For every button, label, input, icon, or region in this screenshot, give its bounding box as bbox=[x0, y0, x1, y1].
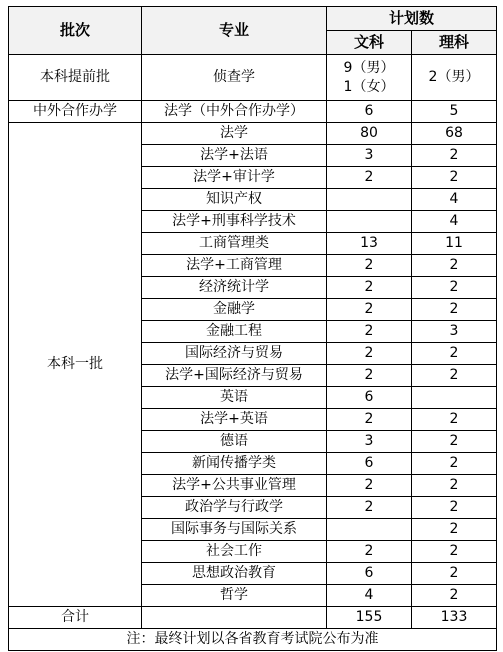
arts-cell: 2 bbox=[327, 299, 412, 321]
science-cell: 2 bbox=[412, 409, 497, 431]
arts-cell: 2 bbox=[327, 167, 412, 189]
arts-cell: 2 bbox=[327, 343, 412, 365]
major-cell: 法学 bbox=[142, 123, 327, 145]
major-cell: 国际事务与国际关系 bbox=[142, 519, 327, 541]
early-batch-arts bbox=[327, 55, 412, 101]
science-cell: 2 bbox=[412, 563, 497, 585]
science-cell: 2 bbox=[412, 167, 497, 189]
major-cell: 英语 bbox=[142, 387, 327, 409]
header-major: 专业 bbox=[142, 7, 327, 55]
early-batch-label: 本科提前批 bbox=[9, 55, 142, 101]
early-batch-science: 2（男） bbox=[412, 55, 497, 101]
header-arts: 文科 bbox=[327, 31, 412, 55]
science-cell: 2 bbox=[412, 585, 497, 607]
total-arts: 155 bbox=[327, 607, 412, 629]
coop-batch-major: 法学（中外合作办学） bbox=[142, 101, 327, 123]
major-cell: 德语 bbox=[142, 431, 327, 453]
first-batch-label: 本科一批 bbox=[9, 123, 142, 607]
arts-cell: 2 bbox=[327, 321, 412, 343]
major-cell: 法学+英语 bbox=[142, 409, 327, 431]
arts-cell: 6 bbox=[327, 387, 412, 409]
arts-cell bbox=[327, 211, 412, 233]
major-cell: 新闻传播学类 bbox=[142, 453, 327, 475]
total-major-empty bbox=[142, 607, 327, 629]
major-cell: 法学+国际经济与贸易 bbox=[142, 365, 327, 387]
major-cell: 法学+工商管理 bbox=[142, 255, 327, 277]
major-cell: 知识产权 bbox=[142, 189, 327, 211]
science-cell: 11 bbox=[412, 233, 497, 255]
major-cell: 哲学 bbox=[142, 585, 327, 607]
major-cell: 政治学与行政学 bbox=[142, 497, 327, 519]
science-cell: 4 bbox=[412, 189, 497, 211]
science-cell bbox=[412, 387, 497, 409]
coop-batch-arts: 6 bbox=[327, 101, 412, 123]
science-cell: 2 bbox=[412, 519, 497, 541]
major-cell: 社会工作 bbox=[142, 541, 327, 563]
total-science: 133 bbox=[412, 607, 497, 629]
science-cell: 2 bbox=[412, 299, 497, 321]
arts-cell bbox=[327, 519, 412, 541]
arts-cell: 6 bbox=[327, 563, 412, 585]
arts-cell: 2 bbox=[327, 541, 412, 563]
header-plan: 计划数 bbox=[327, 7, 497, 31]
arts-cell: 2 bbox=[327, 409, 412, 431]
arts-cell: 2 bbox=[327, 255, 412, 277]
major-cell: 工商管理类 bbox=[142, 233, 327, 255]
arts-cell: 6 bbox=[327, 453, 412, 475]
arts-cell bbox=[327, 189, 412, 211]
table-row bbox=[9, 123, 497, 145]
science-cell: 2 bbox=[412, 497, 497, 519]
coop-batch-science: 5 bbox=[412, 101, 497, 123]
enrollment-plan-table bbox=[8, 6, 497, 651]
arts-cell: 3 bbox=[327, 431, 412, 453]
footnote: 注：最终计划以各省教育考试院公布为准 bbox=[9, 629, 497, 651]
major-cell: 法学+刑事科学技术 bbox=[142, 211, 327, 233]
arts-cell: 3 bbox=[327, 145, 412, 167]
major-cell: 金融学 bbox=[142, 299, 327, 321]
major-cell: 经济统计学 bbox=[142, 277, 327, 299]
major-cell: 法学+法语 bbox=[142, 145, 327, 167]
science-cell: 2 bbox=[412, 541, 497, 563]
arts-cell: 2 bbox=[327, 475, 412, 497]
science-cell: 4 bbox=[412, 211, 497, 233]
science-cell: 2 bbox=[412, 365, 497, 387]
arts-cell: 13 bbox=[327, 233, 412, 255]
major-cell: 金融工程 bbox=[142, 321, 327, 343]
arts-cell: 80 bbox=[327, 123, 412, 145]
early-batch-arts-male: 9（男） bbox=[343, 59, 395, 76]
major-cell: 法学+审计学 bbox=[142, 167, 327, 189]
arts-cell: 2 bbox=[327, 497, 412, 519]
science-cell: 2 bbox=[412, 255, 497, 277]
arts-cell: 2 bbox=[327, 365, 412, 387]
science-cell: 68 bbox=[412, 123, 497, 145]
early-batch-major: 侦查学 bbox=[142, 55, 327, 101]
science-cell: 2 bbox=[412, 475, 497, 497]
coop-batch-label: 中外合作办学 bbox=[9, 101, 142, 123]
header-batch: 批次 bbox=[9, 7, 142, 55]
science-cell: 2 bbox=[412, 453, 497, 475]
header-science: 理科 bbox=[412, 31, 497, 55]
science-cell: 3 bbox=[412, 321, 497, 343]
early-batch-arts-female: 1（女） bbox=[343, 78, 395, 95]
science-cell: 2 bbox=[412, 145, 497, 167]
total-label: 合计 bbox=[9, 607, 142, 629]
science-cell: 2 bbox=[412, 343, 497, 365]
major-cell: 思想政治教育 bbox=[142, 563, 327, 585]
major-cell: 国际经济与贸易 bbox=[142, 343, 327, 365]
major-cell: 法学+公共事业管理 bbox=[142, 475, 327, 497]
science-cell: 2 bbox=[412, 277, 497, 299]
arts-cell: 2 bbox=[327, 277, 412, 299]
arts-cell: 4 bbox=[327, 585, 412, 607]
science-cell: 2 bbox=[412, 431, 497, 453]
